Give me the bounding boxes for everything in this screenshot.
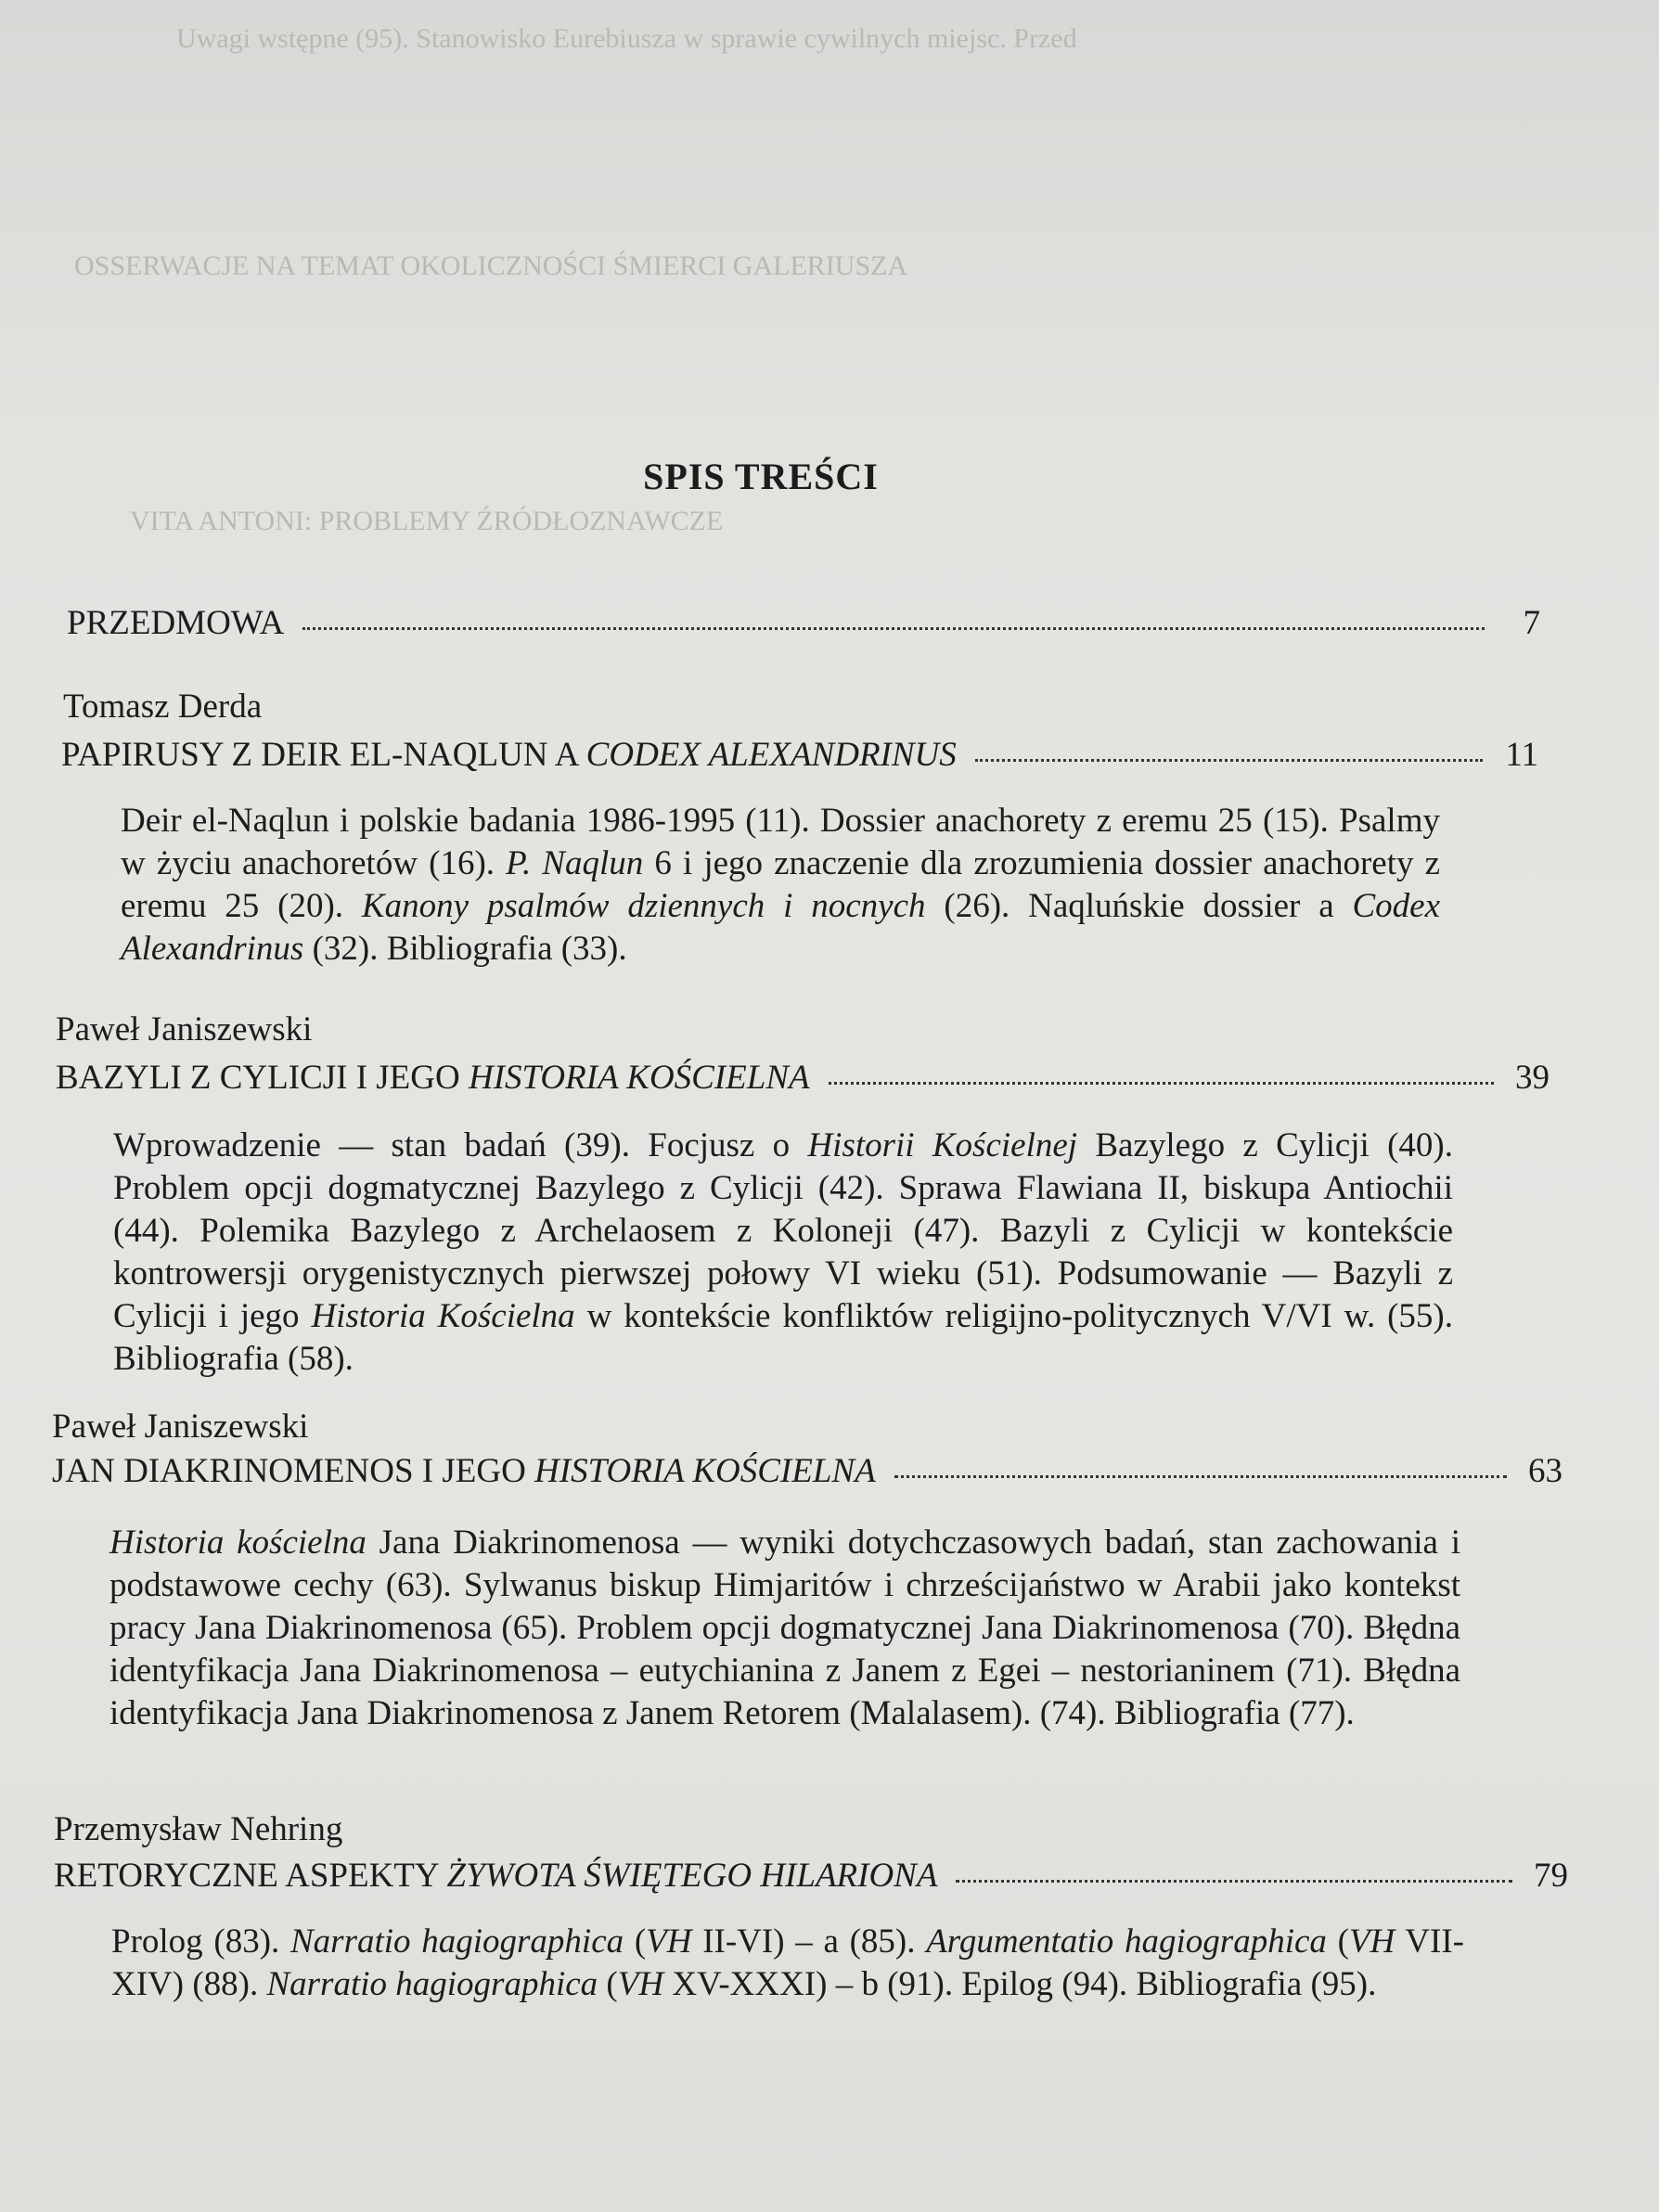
text-run: Bazylego z Cylicji (40). Problem opcji dogmatycznej Bazylego z Cylicji (42). Sprawa Flawiana II, biskupa Antiochii (44). Polemika Bazylego z Archelaosem z Koloneji (47). Bazyli z Cylicji w kontekście kontrowersji orygenistycznych pierwszej połowy VI wieku (51). Podsumowanie — Bazyli z Cylicji i jego (113, 1126, 1454, 1335)
dot-leader (956, 1878, 1512, 1883)
text-run: RETORYCZNE ASPEKTY (54, 1857, 447, 1895)
entry-title-line (67, 603, 1540, 643)
text-run: PAPIRUSY Z DEIR EL-NAQLUN A (61, 736, 586, 774)
dot-leader (975, 757, 1483, 762)
text-run: PRZEDMOWA (67, 604, 285, 642)
dot-leader (302, 625, 1485, 630)
text-run: XV-XXXI) – b (91). Epilog (94). Bibliografia (95). (663, 1965, 1377, 2003)
italic-text: VH (617, 1965, 664, 2003)
italic-text: HISTORIA KOŚCIELNA (468, 1059, 810, 1097)
page-number: 79 (1534, 1857, 1568, 1895)
text-run: (32). Bibliografia (33). (303, 930, 627, 968)
italic-text: Kanony psalmów dziennych i nocnych (361, 887, 926, 925)
text-run: II-VI) – a (85). (691, 1923, 927, 1961)
page-number: 7 (1523, 604, 1540, 642)
entry-title (61, 735, 957, 775)
italic-text: ŻYWOTA ŚWIĘTEGO HILARIONA (446, 1857, 938, 1895)
italic-text: Narratio hagiographica (266, 1965, 598, 2003)
text-run: Deir el-Naqlun i polskie badania 1986-1995 (11). Dossier anachorety z eremu 25 (15). Psalmy w życiu anachoretów (16). (121, 802, 1440, 882)
entry-title (52, 1451, 876, 1491)
text-run: BAZYLI Z CYLICJI I JEGO (56, 1059, 469, 1097)
page-title: SPIS TREŚCI (643, 456, 879, 497)
entry-summary (121, 800, 1440, 971)
entry-title-line (56, 1058, 1550, 1098)
page-number: 39 (1515, 1059, 1550, 1097)
entry-author: Paweł Janiszewski (56, 1010, 313, 1048)
italic-text: CODEX ALEXANDRINUS (585, 736, 957, 774)
entry-title-line (61, 735, 1538, 775)
text-run: ( (598, 1965, 618, 2003)
italic-text: P. Naqlun (506, 844, 644, 882)
text-run: Prolog (83). (111, 1923, 290, 1961)
italic-text: Codex Alexandrinus (121, 887, 1441, 968)
entry-title-line (52, 1451, 1563, 1491)
text-run: ( (1326, 1923, 1349, 1961)
italic-text: Historia kościelna (109, 1524, 367, 1562)
bleed-through-text: VITA ANTONI: PROBLEMY ŹRÓDŁOZNAWCZE (130, 506, 724, 536)
entry-author: Przemysław Nehring (54, 1810, 343, 1848)
text-run: JAN DIAKRINOMENOS I JEGO (52, 1452, 535, 1490)
text-run: ( (624, 1923, 647, 1961)
dot-leader (894, 1473, 1507, 1478)
entry-title (54, 1856, 937, 1896)
italic-text: Historia Kościelna (311, 1297, 575, 1335)
italic-text: VH (646, 1923, 692, 1961)
text-run: w kontekście konfliktów religijno-politycznych V/VI w. (55). Bibliografia (58). (113, 1297, 1454, 1378)
italic-text: Argumentatio hagiographica (926, 1923, 1327, 1961)
italic-text: HISTORIA KOŚCIELNA (534, 1452, 876, 1490)
page-number: 63 (1528, 1452, 1563, 1490)
bleed-through-text: OSSERWACJE NA TEMAT OKOLICZNOŚCI ŚMIERCI GALERIUSZA (74, 251, 908, 281)
italic-text: VH (1348, 1923, 1395, 1961)
dot-leader (829, 1080, 1494, 1085)
entry-author: Paweł Janiszewski (52, 1408, 309, 1446)
text-run: 6 i jego znaczenie dla zrozumienia dossier anachorety z eremu 25 (20). (121, 844, 1440, 925)
italic-text: Historii Kościelnej (807, 1126, 1078, 1164)
text-run: VII-XIV) (88). (111, 1923, 1464, 2003)
entry-title (56, 1058, 810, 1098)
entry-summary (111, 1921, 1464, 2006)
text-run: Jana Diakrinomenosa — wyniki dotychczasowych badań, stan zachowania i podstawowe cechy (63). Sylwanus biskup Himjaritów i chrześcijaństwo w Arabii jako kontekst pracy Jana Diakrinomenosa (65). Problem opcji dogmatycznej Jana Diakrinomenosa (70). Błędna identyfikacja Jana Diakrinomenosa – eutychianina z Janem z Egei – nestorianinem (71). Błędna identyfikacja Jana Diakrinomenosa z Janem Retorem (Malalasem). (74). Bibliografia (77). (109, 1524, 1460, 1732)
text-run: Wprowadzenie — stan badań (39). Focjusz o (113, 1126, 808, 1164)
entry-title-line (54, 1856, 1568, 1896)
italic-text: Narratio hagiographica (290, 1923, 624, 1961)
page-number: 11 (1505, 736, 1538, 774)
text-run: (26). Naqluńskie dossier a (925, 887, 1353, 925)
entry-author: Tomasz Derda (63, 688, 263, 726)
entry-title (67, 603, 284, 643)
entry-summary (113, 1125, 1453, 1381)
bleed-through-text: Uwagi wstępne (95). Stanowisko Eurebiusza w sprawie cywilnych miejsc. Przed (176, 23, 1077, 54)
entry-summary (109, 1522, 1460, 1735)
